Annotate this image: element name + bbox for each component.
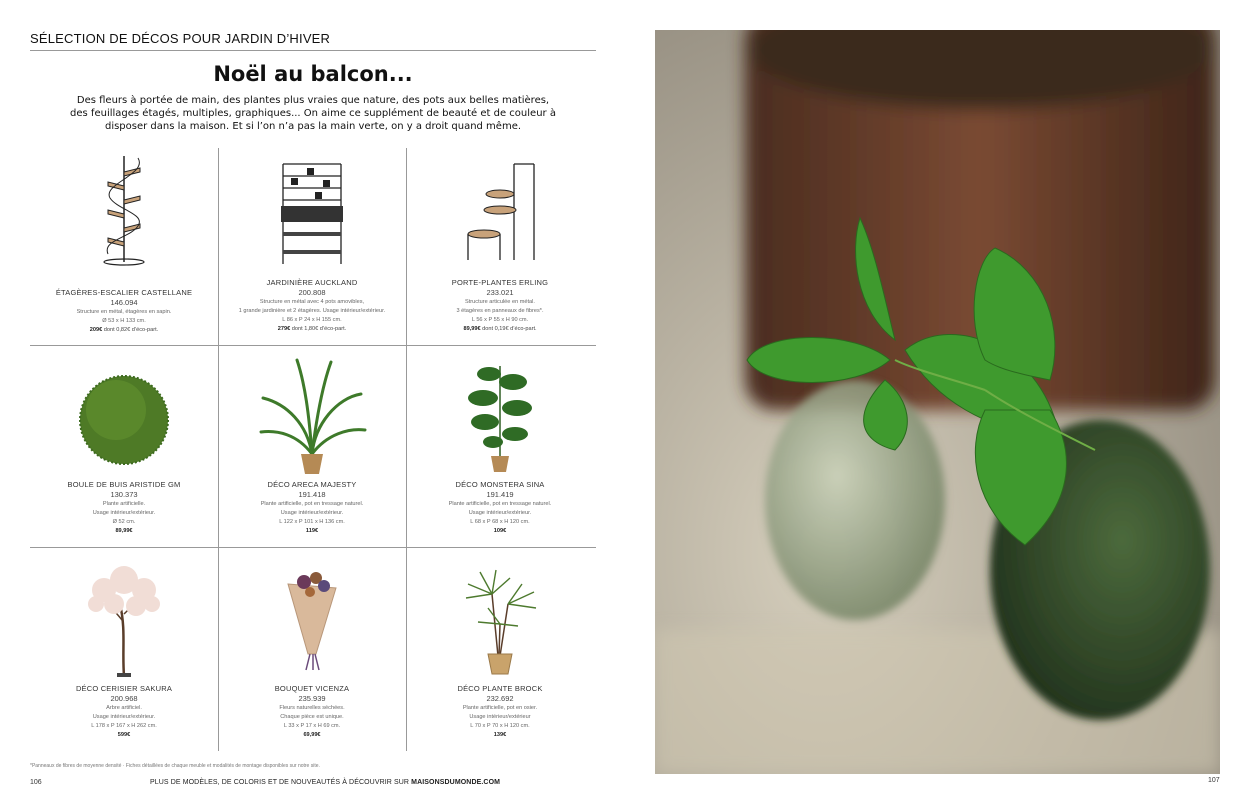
product-card[interactable] (30, 148, 218, 345)
product-price: 209€ (89, 327, 103, 333)
boxwood-ball-icon (30, 374, 218, 466)
product-dimensions: L 122 x P 101 x H 136 cm. (279, 519, 345, 525)
product-dimensions: L 86 x P 24 x H 155 cm. (282, 317, 342, 323)
cherry-tree-icon (30, 560, 218, 678)
product-ref: 130.373 (110, 490, 138, 499)
headline: Noël au balcon... (213, 62, 413, 86)
product-ref: 232.692 (486, 694, 514, 703)
product-name: ÉTAGÈRES-ESCALIER CASTELLANE (55, 288, 193, 297)
palm-plant-icon (218, 354, 406, 476)
product-dimensions: Ø 52 cm. (112, 519, 136, 525)
page-number: 106 (30, 779, 42, 786)
product-dimensions: L 56 x P 55 x H 90 cm. (471, 317, 529, 323)
product-name: DÉCO MONSTERA SINA (455, 480, 545, 489)
section-title: SÉLECTION DE DÉCOS POUR JARDIN D’HIVER (30, 31, 331, 46)
spiral-staircase-shelf-icon (30, 154, 218, 266)
product-dimensions: L 68 x P 68 x H 120 cm. (470, 519, 530, 525)
plant-stand-icon (406, 160, 594, 264)
product-name: PORTE-PLANTES ERLING (451, 278, 549, 287)
product-desc: Usage intérieur/extérieur. (280, 510, 344, 516)
product-ref: 191.419 (486, 490, 514, 499)
product-name: DÉCO CERISIER SAKURA (75, 684, 173, 693)
product-dimensions: L 70 x P 70 x H 120 cm. (470, 723, 530, 729)
footnote: *Panneaux de fibres de moyenne densité · Fiches détaillées de chaque meuble et modalités de montage disponibles sur notre site. (30, 763, 320, 769)
product-desc: Structure articulée en métal. (465, 299, 535, 305)
product-desc: Usage intérieur/extérieur. (92, 714, 156, 720)
product-price: 109€ (493, 528, 507, 534)
eco-part-note: dont 0,82€ d’éco-part. (103, 327, 159, 333)
product-desc: 3 étagères en panneaux de fibres*. (456, 308, 544, 314)
planter-rack-icon (218, 160, 406, 266)
product-desc: Usage intérieur/extérieur (469, 714, 531, 720)
product-name: BOUQUET VICENZA (274, 684, 350, 693)
product-dimensions: L 178 x P 167 x H 262 cm. (91, 723, 157, 729)
product-desc: Structure en métal, étagères en sapin. (76, 309, 172, 315)
product-ref: 191.418 (298, 490, 326, 499)
product-name: DÉCO ARECA MAJESTY (267, 480, 357, 489)
product-desc: Plante artificielle, pot en osier. (462, 705, 538, 711)
intro-text: Des fleurs à portée de main, des plantes plus vraies que nature, des pots aux belles matières, des feuillages étagés, multiples, graphiques... On aime ce supplément de beauté et de couleur à disposer dans la maison. Et si l’on n’a pas la main verte, on y a droit quand même. (70, 95, 556, 132)
page-number: 107 (1208, 777, 1220, 784)
product-desc: Usage intérieur/extérieur. (92, 510, 156, 516)
product-grid (30, 148, 596, 751)
product-price: 89,99€ (115, 528, 133, 534)
product-price: 69,99€ (303, 732, 321, 738)
product-card[interactable] (218, 148, 406, 345)
product-card[interactable] (406, 548, 594, 751)
product-desc: Chaque pièce est unique. (280, 714, 344, 720)
product-ref: 200.808 (298, 288, 326, 297)
footer-cta (150, 779, 500, 786)
dracaena-plant-icon (406, 564, 594, 676)
product-card[interactable] (30, 346, 218, 547)
product-price: 599€ (117, 732, 131, 738)
product-price: 139€ (493, 732, 507, 738)
product-card[interactable] (30, 548, 218, 751)
monstera-plant-icon (406, 356, 594, 474)
product-card[interactable] (218, 548, 406, 751)
product-ref: 200.968 (110, 694, 138, 703)
product-ref: 235.939 (298, 694, 326, 703)
plant-cutting-in-glass-vase-photo (655, 30, 1220, 774)
product-name: BOULE DE BUIS ARISTIDE GM (67, 480, 181, 489)
product-desc: Plante artificielle, pot en tressage naturel. (260, 501, 364, 507)
product-dimensions: Ø 53 x H 133 cm. (102, 318, 146, 324)
product-ref: 233.021 (486, 288, 514, 297)
product-ref: 146.094 (110, 298, 138, 307)
product-desc: Plante artificielle. (102, 501, 146, 507)
product-desc: Plante artificielle, pot en tressage naturel. (448, 501, 552, 507)
divider (30, 50, 596, 51)
product-desc: Arbre artificiel. (106, 705, 142, 711)
product-price: 89,99€ (463, 326, 481, 332)
product-card[interactable] (406, 148, 594, 345)
product-desc: 1 grande jardinière et 2 étagères. Usage intérieur/extérieur. (238, 308, 386, 314)
product-card[interactable] (218, 346, 406, 547)
eco-part-note: dont 0,19€ d’éco-part. (482, 326, 537, 332)
product-price: 279€ (277, 326, 291, 332)
product-name: JARDINIÈRE AUCKLAND (266, 278, 358, 287)
product-dimensions: L 33 x P 17 x H 69 cm. (283, 723, 341, 729)
dried-bouquet-icon (218, 564, 406, 672)
product-desc: Fleurs naturelles séchées. (279, 705, 345, 711)
product-card[interactable] (406, 346, 594, 547)
product-name: DÉCO PLANTE BROCK (457, 684, 543, 693)
product-price: 119€ (305, 528, 319, 534)
eco-part-note: dont 1,80€ d’éco-part. (291, 326, 347, 332)
website-link[interactable]: MAISONSDUMONDE.COM (411, 779, 501, 786)
product-desc: Usage intérieur/extérieur. (468, 510, 532, 516)
product-desc: Structure en métal avec 4 pots amovibles, (259, 299, 365, 305)
footer-cta-text: PLUS DE MODÈLES, DE COLORIS ET DE NOUVEAUTÉS À DÉCOUVRIR SUR (150, 779, 410, 786)
